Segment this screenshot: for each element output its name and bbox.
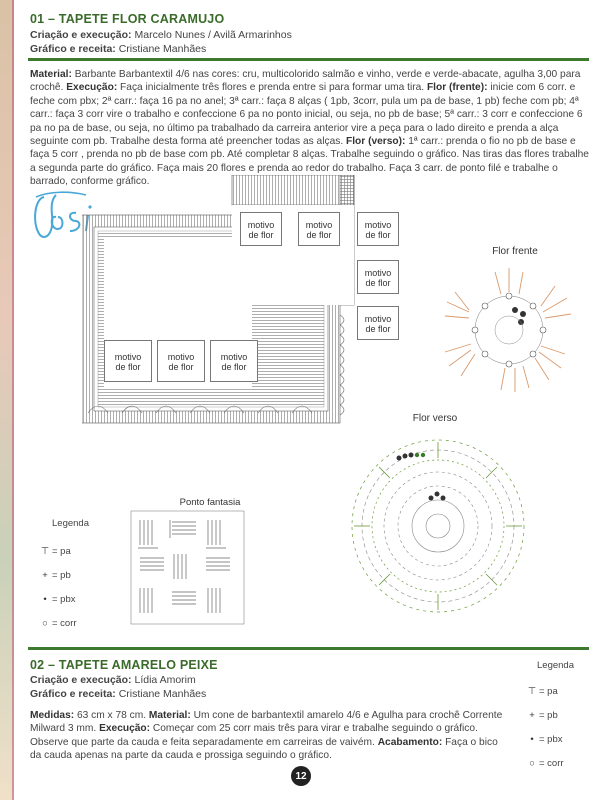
instruction-heading: Material: xyxy=(30,69,72,80)
section1-credit-graphic: Gráfico e receita: Cristiane Manhães xyxy=(30,43,207,55)
instruction-text: Um cone de barbantextil amarelo 4/6 e Agulha para crochê Corrente Milward 3 mm. xyxy=(30,710,503,735)
legend-row: • = pbx xyxy=(525,734,563,745)
legend-row: • = pbx xyxy=(38,594,76,605)
legend-title: Legenda xyxy=(52,518,89,529)
section2-credit-creation: Criação e execução: Lídia Amorim xyxy=(30,674,196,686)
motif-label: motivo de flor xyxy=(364,314,392,334)
pb-symbol-icon: + xyxy=(42,570,48,581)
page-number: 12 xyxy=(291,766,311,786)
section2-divider xyxy=(28,647,589,650)
legend-row: ○ = corr xyxy=(38,618,77,629)
pa-symbol-icon: ⊤ xyxy=(527,686,537,697)
flor-frente-diagram xyxy=(425,262,595,402)
instruction-text: Faça inicialmente três flores e prenda entre si para formar uma tira. xyxy=(117,82,427,94)
motif-label: motivo de flor xyxy=(364,220,392,240)
flor-frente-label: Flor frente xyxy=(492,246,538,257)
legend-row: ⊤ = pa xyxy=(525,686,558,697)
instruction-text: Barbante Barbantextil 4/6 nas cores: cru, multicolorido salmão e vinho, verde e verde-abacate, agulha 3,00 para crochê. xyxy=(30,69,581,94)
pbx-symbol-icon: • xyxy=(43,594,47,605)
pbx-symbol-icon: • xyxy=(530,734,534,745)
legend-1 xyxy=(38,518,118,628)
corr-symbol-icon: ○ xyxy=(529,758,535,769)
legend-row: ○ = corr xyxy=(525,758,564,769)
instruction-heading: Acabamento: xyxy=(377,736,443,748)
motif-label: motivo de flor xyxy=(364,268,392,288)
section1-title: 01 – TAPETE FLOR CARAMUJO xyxy=(30,12,225,26)
motif-label: motivo de flor xyxy=(247,220,275,240)
left-decorative-strip xyxy=(0,0,14,800)
instruction-text: Começar com 25 corr mais três para virar e trabalhe seguindo o gráfico. Observe que parte da cauda e feita separadamente em carreiras de vaivém. xyxy=(30,723,478,748)
section1-divider xyxy=(28,58,589,61)
ponto-fantasia-diagram xyxy=(130,510,245,625)
section1-instructions xyxy=(30,68,590,189)
legend-2 xyxy=(525,660,595,770)
instruction-heading: Medidas: xyxy=(30,710,75,721)
motif-label: motivo de flor xyxy=(220,352,248,372)
corr-symbol-icon: ○ xyxy=(42,618,48,629)
instruction-text: 1ª carr.: prenda o fio no pb de base e faça 5 corr , prenda no pb de base com pb. Até completar 8 alças. Trabalhe seguindo o gráfico. Nas tiras das flores trabalhe a segunda parte do gráfico. Faça mais 20 flores e prenda ao redor do trabalho. Faça 3 carr. de ponto filé e trabalhe o barrado, conforme gráfico. xyxy=(30,136,589,188)
section2-instructions xyxy=(30,709,510,763)
motif-label: motivo de flor xyxy=(305,220,333,240)
instruction-heading: Execução: xyxy=(66,82,118,94)
section2-credit-graphic: Gráfico e receita: Cristiane Manhães xyxy=(30,688,207,700)
instruction-heading: Execução: xyxy=(99,723,151,735)
legend-row: + = pb xyxy=(525,710,558,721)
legend-title: Legenda xyxy=(537,660,574,671)
section2-title: 02 – TAPETE AMARELO PEIXE xyxy=(30,658,218,672)
pa-symbol-icon: ⊤ xyxy=(40,546,50,557)
legend-row: + = pb xyxy=(38,570,71,581)
section1-credit-creation: Criação e execução: Marcelo Nunes / Avilã Armarinhos xyxy=(30,29,292,41)
pb-symbol-icon: + xyxy=(529,710,535,721)
ponto-fantasia-label: Ponto fantasia xyxy=(179,497,241,508)
instruction-heading: Flor (frente): xyxy=(426,82,488,94)
instruction-text: Faça o bico da cauda apenas na parte da cauda e prossiga seguindo o gráfico. xyxy=(30,736,498,762)
motif-label: motivo de flor xyxy=(167,352,195,372)
instruction-text: 63 cm x 78 cm. xyxy=(74,710,149,721)
flor-verso-label: Flor verso xyxy=(412,413,458,424)
motif-label: motivo de flor xyxy=(114,352,142,372)
flor-verso-diagram xyxy=(343,428,533,628)
legend-row: ⊤ = pa xyxy=(38,546,71,557)
instruction-text: inicie com 6 corr. e feche com pbx; 2ª carr.: faça 16 pa no anel; 3ª carr.: faça 8 alças ( 1pb, 3corr, pula um pa de base, 1 pb) feche com pb; 4ª carr.: faça 3 corr vire o trabalho e confeccione 6 pa no ponto inicial, ou seja, no pb de base; 5ª carr.: 3 corr e confeccione 6 pa no pa de base, ou seja, no último pa trabalhado da carreira anterior vire a peça para o lado direito e prenda a alça seguinte com pb. Trabalhe desta forma até preencher todas as alças. xyxy=(30,82,583,148)
instruction-heading: Material: xyxy=(148,710,191,721)
instruction-heading: Flor (verso): xyxy=(346,136,406,148)
